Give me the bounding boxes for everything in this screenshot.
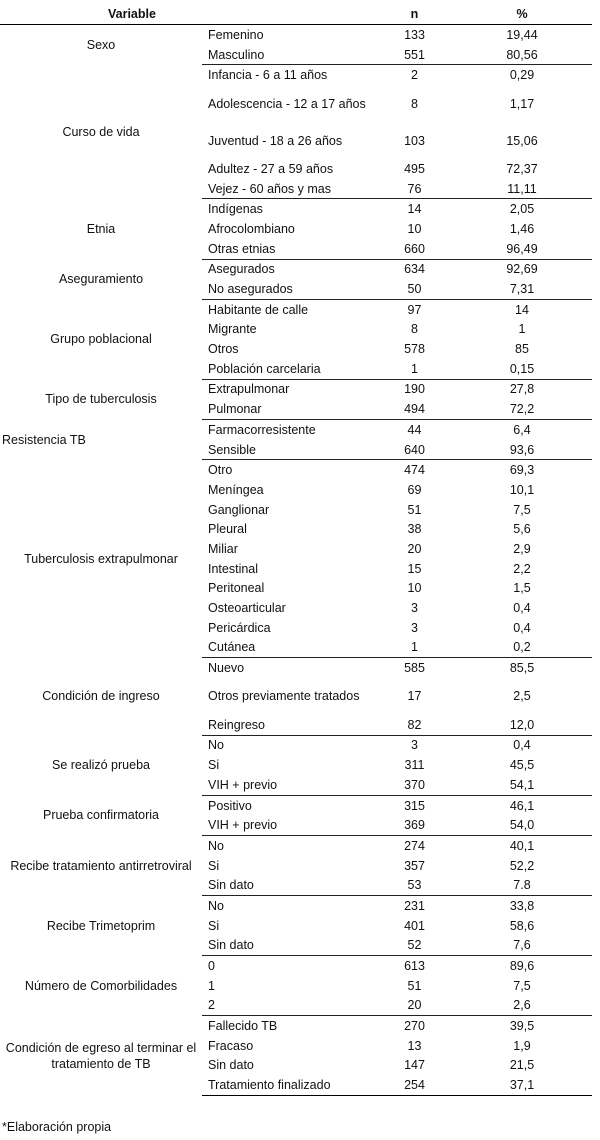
category-cell: Sin dato	[208, 1058, 254, 1073]
percent-cell: 92,69	[506, 262, 538, 277]
count-cell: 551	[377, 45, 452, 65]
count-cell: 13	[407, 1038, 422, 1053]
percent-cell: 69,3	[509, 463, 535, 478]
percent-cell: 0,4	[513, 620, 531, 635]
table-row	[0, 199, 592, 219]
count-cell: 660	[377, 239, 452, 259]
count-cell: 369	[377, 815, 452, 835]
category-cell: Pulmonar	[202, 399, 377, 419]
percent-cell: 1,46	[509, 221, 535, 236]
variable-label: Prueba confirmatoria	[42, 808, 160, 823]
variable-label: Condición de egreso al terminar el tratamiento de TB	[5, 1040, 197, 1071]
count-cell: 69	[407, 482, 422, 497]
count-cell: 51	[407, 502, 422, 517]
header-n: n	[377, 4, 452, 25]
percent-cell: 21,5	[509, 1058, 535, 1073]
percent-cell: 1,17	[509, 96, 535, 111]
table-row	[0, 956, 592, 976]
percent-cell: 7,6	[452, 936, 592, 956]
count-cell: 10	[407, 221, 422, 236]
count-cell: 82	[377, 715, 452, 735]
count-cell: 44	[407, 422, 422, 437]
percent-cell: 14	[515, 302, 529, 317]
category-cell: VIH + previo	[202, 775, 377, 795]
category-cell: Sensible	[202, 440, 377, 460]
category-cell: Cutánea	[202, 638, 377, 658]
count-cell: 270	[404, 1019, 425, 1034]
percent-cell: 2,2	[513, 561, 531, 576]
percent-cell: 80,56	[452, 45, 592, 65]
count-cell: 2	[411, 68, 418, 83]
percent-cell: 72,37	[506, 161, 538, 176]
percent-cell: 0,4	[513, 738, 531, 753]
category-cell: Fallecido TB	[208, 1019, 278, 1034]
percent-cell: 2,05	[509, 202, 535, 217]
percent-cell: 2,6	[452, 996, 592, 1016]
category-cell: Sin dato	[202, 936, 377, 956]
percent-cell: 0,29	[509, 68, 535, 83]
percent-cell: 58,6	[509, 918, 535, 933]
category-cell: No asegurados	[202, 279, 377, 299]
percent-cell: 19,44	[506, 27, 538, 42]
variable-label: Grupo poblacional	[50, 332, 152, 347]
count-cell: 3	[411, 601, 418, 616]
count-cell: 357	[404, 858, 425, 873]
count-cell: 640	[377, 440, 452, 460]
count-cell: 3	[411, 738, 418, 753]
category-cell: Reingreso	[202, 715, 377, 735]
variable-label: Aseguramiento	[58, 272, 144, 287]
count-cell: 52	[377, 936, 452, 956]
table-row	[0, 65, 592, 85]
count-cell: 634	[404, 262, 425, 277]
footnote: *Elaboración propia	[2, 1120, 112, 1134]
data-table	[0, 4, 592, 1096]
percent-cell: 2,5	[513, 689, 531, 704]
table-row	[0, 379, 592, 399]
count-cell: 50	[377, 279, 452, 299]
count-cell: 1	[377, 359, 452, 379]
category-cell: No	[208, 738, 224, 753]
count-cell: 231	[404, 898, 425, 913]
table-body	[0, 25, 592, 1096]
percent-cell: 6,4	[513, 422, 531, 437]
percent-cell: 15,06	[506, 133, 538, 148]
category-cell: Pleural	[208, 522, 247, 537]
table-row	[0, 420, 592, 440]
category-cell: Migrante	[208, 322, 257, 337]
percent-cell: 96,49	[452, 239, 592, 259]
percent-cell: 0,2	[452, 638, 592, 658]
variable-label: Etnia	[86, 221, 116, 236]
percent-cell: 39,5	[509, 1019, 535, 1034]
count-cell: 103	[404, 133, 425, 148]
category-cell: Fracaso	[208, 1038, 254, 1053]
category-cell: Pericárdica	[208, 620, 271, 635]
count-cell: 315	[404, 798, 425, 813]
category-cell: Ganglionar	[208, 502, 270, 517]
count-cell: 8	[411, 96, 418, 111]
category-cell: Positivo	[208, 798, 252, 813]
percent-cell: 85	[515, 342, 529, 357]
table-row	[0, 1016, 592, 1036]
percent-cell: 7,5	[513, 978, 531, 993]
table-header-row	[0, 4, 592, 25]
count-cell: 494	[377, 399, 452, 419]
count-cell: 8	[411, 322, 418, 337]
percent-cell: 72,2	[452, 399, 592, 419]
percent-cell: 33,8	[509, 898, 535, 913]
count-cell: 20	[377, 996, 452, 1016]
variable-label: Condición de ingreso	[42, 689, 160, 704]
category-cell: Indígenas	[208, 202, 263, 217]
count-cell: 14	[407, 202, 422, 217]
percent-cell: 27,8	[509, 382, 535, 397]
percent-cell: 11,11	[452, 179, 592, 199]
count-cell: 133	[404, 27, 425, 42]
percent-cell: 54,1	[452, 775, 592, 795]
category-cell: Población carcelaria	[202, 359, 377, 379]
category-cell: Sin dato	[202, 875, 377, 895]
count-cell: 190	[404, 382, 425, 397]
percent-cell: 89,6	[509, 959, 535, 974]
percent-cell: 5,6	[513, 522, 531, 537]
category-cell: Adolescencia - 12 a 17 años	[208, 96, 366, 111]
count-cell: 51	[407, 978, 422, 993]
category-cell: Otras etnias	[202, 239, 377, 259]
category-cell: Farmacorresistente	[208, 422, 316, 437]
percent-cell: 0,15	[452, 359, 592, 379]
variable-label: Tuberculosis extrapulmonar	[24, 551, 178, 566]
count-cell: 311	[404, 758, 425, 773]
table-row	[0, 259, 592, 279]
percent-cell: 40,1	[509, 838, 535, 853]
category-cell: Peritoneal	[208, 581, 265, 596]
count-cell: 274	[404, 838, 425, 853]
percent-cell: 54,0	[452, 815, 592, 835]
percent-cell: 45,5	[509, 758, 535, 773]
percent-cell: 1	[518, 322, 526, 337]
category-cell: Osteoarticular	[208, 601, 286, 616]
category-cell: Intestinal	[208, 561, 259, 576]
category-cell: No	[208, 838, 224, 853]
category-cell: Otros	[208, 342, 239, 357]
table-row	[0, 658, 592, 678]
table-row	[0, 836, 592, 856]
percent-cell: 93,6	[452, 440, 592, 460]
category-cell: Infancia - 6 a 11 años	[208, 68, 328, 83]
category-cell: Afrocolombiano	[208, 221, 295, 236]
category-cell: Si	[208, 758, 220, 773]
count-cell: 20	[407, 541, 422, 556]
header-variable: Variable	[0, 4, 202, 25]
count-cell: 3	[411, 620, 418, 635]
count-cell: 401	[404, 918, 425, 933]
count-cell: 10	[407, 581, 422, 596]
category-cell: Si	[208, 858, 220, 873]
category-cell: Otros previamente tratados	[208, 689, 360, 704]
percent-cell: 7.8	[452, 875, 592, 895]
count-cell: 495	[404, 161, 425, 176]
variable-label: Resistencia TB	[2, 432, 86, 447]
count-cell: 613	[404, 959, 425, 974]
count-cell: 15	[407, 561, 422, 576]
percent-cell: 37,1	[452, 1075, 592, 1095]
variable-label: Número de Comorbilidades	[24, 978, 178, 993]
percent-cell: 85,5	[509, 661, 535, 676]
table-row	[0, 299, 592, 319]
category-cell: Meníngea	[208, 482, 264, 497]
table-row	[0, 460, 592, 480]
percent-cell: 0,4	[513, 601, 531, 616]
percent-cell: 12,0	[452, 715, 592, 735]
variable-label: Recibe tratamiento antirretroviral	[10, 858, 192, 873]
category-cell: Miliar	[208, 541, 238, 556]
category-cell: Si	[208, 918, 220, 933]
category-cell: Otro	[208, 463, 233, 478]
variable-label: Sexo	[86, 37, 116, 52]
percent-cell: 7,5	[513, 502, 531, 517]
percent-cell: 46,1	[509, 798, 535, 813]
count-cell: 147	[404, 1058, 425, 1073]
category-cell: Femenino	[208, 27, 264, 42]
percent-cell: 7,31	[452, 279, 592, 299]
percent-cell: 2,9	[513, 541, 531, 556]
category-cell: Habitante de calle	[208, 302, 309, 317]
category-cell: Vejez - 60 años y mas	[202, 179, 377, 199]
category-cell: Tratamiento finalizado	[202, 1075, 377, 1095]
category-cell: Adultez - 27 a 59 años	[208, 161, 334, 176]
count-cell: 585	[404, 661, 425, 676]
variable-label: Curso de vida	[62, 124, 140, 139]
percent-cell: 10,1	[509, 482, 535, 497]
count-cell: 370	[377, 775, 452, 795]
category-cell: 2	[202, 996, 377, 1016]
table-row	[0, 25, 592, 45]
category-cell: Nuevo	[208, 661, 245, 676]
header-percent: %	[452, 4, 592, 25]
header-category	[202, 4, 377, 25]
percent-cell: 1,9	[513, 1038, 531, 1053]
category-cell: Extrapulmonar	[208, 382, 290, 397]
count-cell: 254	[377, 1075, 452, 1095]
count-cell: 17	[407, 689, 422, 704]
variable-label: Tipo de tuberculosis	[45, 392, 157, 407]
category-cell: Masculino	[202, 45, 377, 65]
percent-cell: 1,5	[513, 581, 531, 596]
count-cell: 53	[377, 875, 452, 895]
table-row	[0, 896, 592, 916]
category-cell: No	[208, 898, 224, 913]
count-cell: 76	[377, 179, 452, 199]
count-cell: 38	[407, 522, 422, 537]
variable-label: Recibe Trimetoprim	[46, 918, 156, 933]
table-row	[0, 735, 592, 755]
count-cell: 474	[404, 463, 425, 478]
category-cell: 1	[208, 978, 215, 993]
category-cell: Asegurados	[208, 262, 275, 277]
count-cell: 578	[404, 342, 425, 357]
category-cell: VIH + previo	[202, 815, 377, 835]
category-cell: 0	[208, 959, 215, 974]
variable-label: Se realizó prueba	[52, 758, 150, 773]
count-cell: 1	[377, 638, 452, 658]
percent-cell: 52,2	[509, 858, 535, 873]
table-row	[0, 795, 592, 815]
count-cell: 97	[407, 302, 422, 317]
category-cell: Juventud - 18 a 26 años	[208, 133, 343, 148]
